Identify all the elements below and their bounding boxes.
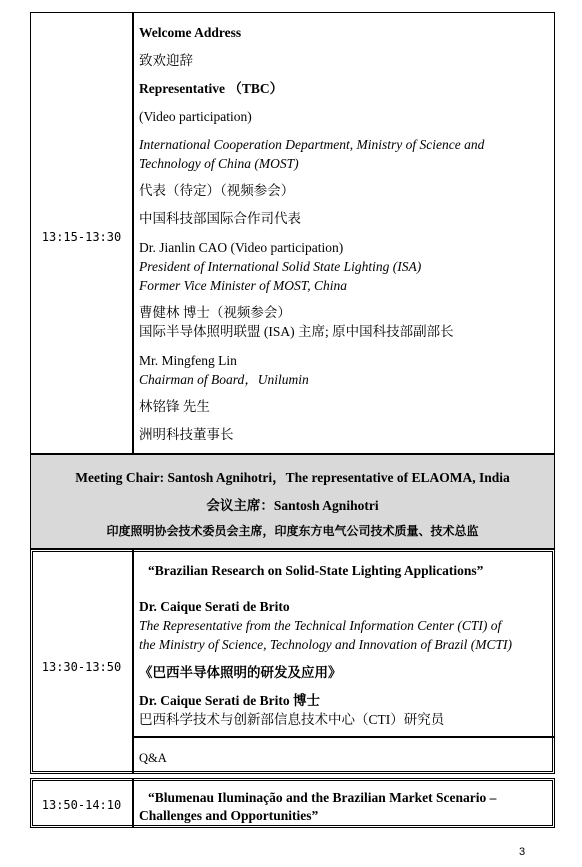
session-row-brazil-research [30,549,555,774]
cao-title-1: President of International Solid State Lighting (ISA) [139,259,422,274]
qa-divider [134,736,554,738]
talk-title-line-1: “Blumenau Iluminação and the Brazilian Market Scenario – [148,790,497,805]
speaker-affiliation-2: the Ministry of Science, Technology and Innovation of Brazil (MCTI) [139,637,512,652]
time-slot: 13:30-13:50 [41,660,122,674]
speaker-affiliation-1: The Representative from the Technical Information Center (CTI) of [139,618,502,633]
lin-cn-2: 洲明科技董事长 [139,427,234,442]
chair-line-1: Meeting Chair: Santosh Agnihotri，The representative of ELAOMA, India [75,470,510,485]
time-slot: 13:15-13:30 [41,230,122,244]
welcome-title-en: Welcome Address [139,25,242,40]
talk-title-en: “Brazilian Research on Solid-State Lighting Applications” [148,563,484,578]
cao-cn-2: 国际半导体照明联盟 (ISA) 主席; 原中国科技部副部长 [139,324,454,339]
cao-cn-1: 曹健林 博士（视频参会） [139,305,291,320]
lin-cn-1: 林铭锋 先生 [139,399,210,414]
time-slot: 13:50-14:10 [41,798,122,812]
talk-title-cn: 《巴西半导体照明的研发及应用》 [139,665,342,680]
representative-affiliation-1: International Cooperation Department, Ministry of Science and [139,137,485,152]
lin-title: Chairman of Board，Unilumin [139,372,309,387]
representative-affiliation-2: Technology of China (MOST) [139,156,299,171]
representative-cn-2: 中国科技部国际合作司代表 [139,211,301,226]
welcome-title-cn: 致欢迎辞 [139,53,193,68]
representative-title: Representative （TBC） [139,81,284,96]
chair-line-2: 会议主席：Santosh Agnihotri [206,498,379,513]
representative-cn-1: 代表（待定）（视频参会） [139,183,295,198]
representative-video: (Video participation) [139,109,252,124]
cao-title-2: Former Vice Minister of MOST, China [139,278,347,293]
lin-name: Mr. Mingfeng Lin [139,353,237,368]
speaker-affiliation-cn: 巴西科学技术与创新部信息技术中心（CTI）研究员 [139,712,445,727]
speaker-name-en: Dr. Caique Serati de Brito [139,599,290,614]
column-divider [132,13,134,453]
speaker-name-cn: Dr. Caique Serati de Brito 博士 [139,693,320,708]
session-row-welcome [30,12,555,454]
session-row-blumenau [30,778,555,828]
qa-label: Q&A [139,751,167,765]
meeting-chair-row [30,454,555,549]
column-divider [132,550,134,773]
column-divider [132,779,134,827]
chair-line-3: 印度照明协会技术委员会主席，印度东方电气公司技术质量、技术总监 [106,524,479,538]
talk-title-line-2: Challenges and Opportunities” [139,808,319,823]
cao-name: Dr. Jianlin CAO (Video participation) [139,240,344,255]
page-number: 3 [519,846,526,858]
